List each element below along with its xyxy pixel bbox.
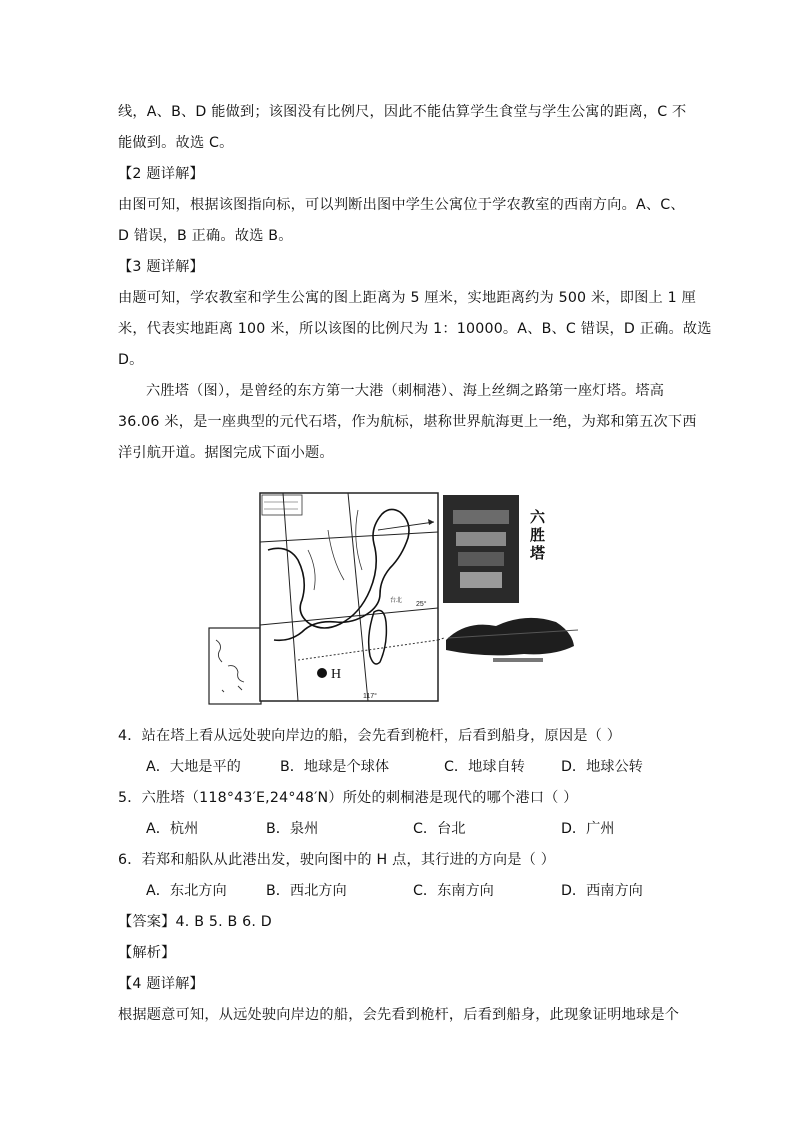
text-line: D。: [118, 352, 144, 368]
q6-option-a[interactable]: A．东北方向: [146, 883, 227, 899]
inset-map-frame: [209, 628, 261, 704]
section-heading: 【3 题详解】: [118, 259, 204, 275]
q4-option-a[interactable]: A．大地是平的: [146, 759, 241, 775]
question-4-stem: 4．站在塔上看从远处驶向岸边的船，会先看到桅杆，后看到船身，原因是（ ）: [118, 728, 622, 744]
section-heading: 【4 题详解】: [118, 976, 204, 992]
legend-box: [262, 495, 302, 515]
map-lat-label: 25°: [416, 601, 427, 608]
q6-option-c[interactable]: C．东南方向: [413, 883, 494, 899]
map-lon-label: 117°: [363, 693, 377, 700]
text-line: 由题可知，学农教室和学生公寓的图上距离为 5 厘米，实地距离约为 500 米，即图上 1 厘: [118, 290, 696, 306]
map-figure: [208, 490, 588, 708]
text-line: 线，A、B、D 能做到；该图没有比例尺，因此不能估算学生食堂与学生公寓的距离，C 不: [118, 104, 687, 120]
q5-option-d[interactable]: D．广州: [561, 821, 615, 837]
q4-option-c[interactable]: C．地球自转: [444, 759, 525, 775]
text-line: 由图可知，根据该图指向标，可以判断出图中学生公寓位于学农教室的西南方向。A、C、: [118, 197, 685, 213]
figure-map-and-photos: [208, 490, 588, 708]
q4-option-b[interactable]: B．地球是个球体: [280, 759, 390, 775]
q6-option-b[interactable]: B．西北方向: [266, 883, 347, 899]
q5-option-a[interactable]: A．杭州: [146, 821, 199, 837]
intro-line: 36.06 米，是一座典型的元代石塔，作为航标，堪称世界航海更上一绝，为郑和第五次下西: [118, 414, 697, 430]
main-map-frame: [260, 493, 438, 701]
text-line: 米，代表实地距离 100 米，所以该图的比例尺为 1：10000。A、B、C 错误，D 正确。故选: [118, 321, 712, 337]
photo-caption-3: 塔: [530, 544, 546, 562]
photo-caption-2: 胜: [530, 526, 546, 544]
photo-caption-1: 六: [530, 508, 546, 526]
answer-line: 【答案】4. B 5. B 6. D: [118, 914, 272, 930]
q6-option-d[interactable]: D．西南方向: [561, 883, 643, 899]
question-5-stem: 5．六胜塔（118°43′E,24°48′N）所处的刺桐港是现代的哪个港口（ ）: [118, 790, 578, 806]
text-line: 根据题意可知，从远处驶向岸边的船，会先看到桅杆，后看到船身，此现象证明地球是个: [118, 1007, 680, 1023]
q4-option-d[interactable]: D．地球公转: [561, 759, 643, 775]
analysis-heading: 【解析】: [118, 945, 176, 961]
question-6-stem: 6．若郑和船队从此港出发，驶向图中的 H 点，其行进的方向是（ ）: [118, 852, 556, 868]
text-line: D 错误，B 正确。故选 B。: [118, 228, 293, 244]
intro-line: 洋引航开道。据图完成下面小题。: [118, 445, 334, 461]
q5-option-c[interactable]: C．台北: [413, 821, 466, 837]
text-line: 能做到。故选 C。: [118, 135, 234, 151]
point-h-label: H: [331, 667, 342, 682]
q5-option-b[interactable]: B．泉州: [266, 821, 319, 837]
intro-line: 六胜塔（图），是曾经的东方第一大港（刺桐港）、海上丝绸之路第一座灯塔。塔高: [146, 383, 665, 399]
point-h-marker: [317, 668, 327, 678]
map-city-label: 台北: [390, 598, 403, 604]
section-heading: 【2 题详解】: [118, 166, 204, 182]
